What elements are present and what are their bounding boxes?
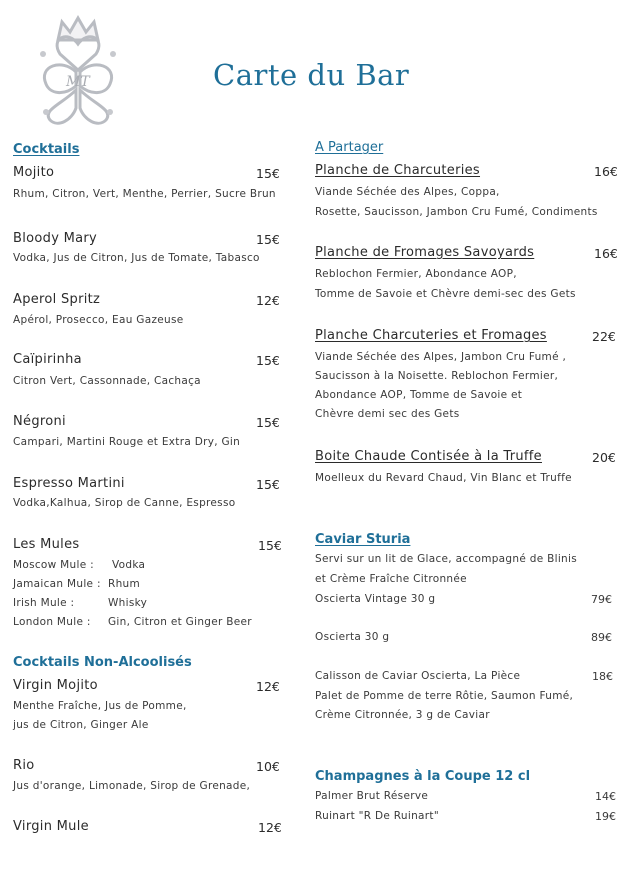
item-name: Planche de Charcuteries — [315, 163, 481, 178]
mule-value: Rhum — [108, 578, 141, 590]
item-desc: jus de Citron, Ginger Ale — [13, 719, 149, 731]
item-desc: Campari, Martini Rouge et Extra Dry, Gin — [13, 436, 241, 448]
item-name: Bloody Mary — [13, 231, 98, 246]
item-price: 15€ — [258, 538, 282, 553]
mule-label: Moscow Mule : — [13, 559, 94, 571]
item-name: Aperol Spritz — [13, 292, 101, 307]
item-price: 22€ — [592, 329, 616, 344]
item-desc: Vodka,Kalhua, Sirop de Canne, Espresso — [13, 497, 236, 509]
item-name: Calisson de Caviar Oscierta, La Pièce — [315, 670, 521, 682]
section-title-champagnes: Champagnes à la Coupe 12 cl — [315, 769, 531, 784]
item-desc: Menthe Fraîche, Jus de Pomme, — [13, 700, 187, 712]
item-desc: Saucisson à la Noisette. Reblochon Fermier, — [315, 370, 559, 382]
item-price: 20€ — [592, 450, 616, 465]
item-price: 15€ — [256, 232, 280, 247]
mule-label: Irish Mule : — [13, 597, 75, 609]
item-name: Palmer Brut Réserve — [315, 790, 429, 802]
caviar-intro: et Crème Fraîche Citronnée — [315, 573, 467, 585]
item-desc: Moelleux du Revard Chaud, Vin Blanc et Truffe — [315, 472, 572, 484]
item-desc: Palet de Pomme de terre Rôtie, Saumon Fumé, — [315, 690, 574, 702]
item-price: 12€ — [256, 293, 280, 308]
logo-monogram: MT — [66, 74, 90, 90]
item-name: Planche Charcuteries et Fromages — [315, 328, 547, 343]
item-name: Espresso Martini — [13, 476, 125, 491]
item-price: 89€ — [591, 631, 612, 644]
item-desc: Tomme de Savoie et Chèvre demi-sec des Gets — [315, 288, 576, 300]
item-desc: Jus d'orange, Limonade, Sirop de Grenade, — [13, 780, 251, 792]
item-desc: Citron Vert, Cassonnade, Cachaça — [13, 375, 201, 387]
item-name: Caïpirinha — [13, 352, 82, 367]
item-price: 15€ — [256, 477, 280, 492]
item-name: Boite Chaude Contisée à la Truffe — [315, 449, 542, 464]
item-price: 15€ — [256, 166, 280, 181]
item-desc: Crème Citronnée, 3 g de Caviar — [315, 709, 490, 721]
item-desc: Vodka, Jus de Citron, Jus de Tomate, Tabasco — [13, 252, 260, 264]
item-name: Les Mules — [13, 537, 80, 552]
item-price: 16€ — [594, 164, 618, 179]
section-title-a-partager: A Partager — [315, 140, 384, 155]
section-title-cocktails: Cocktails — [13, 142, 80, 157]
caviar-intro: Servi sur un lit de Glace, accompagné de Blinis — [315, 553, 577, 565]
item-price: 16€ — [594, 246, 618, 261]
item-price: 14€ — [595, 790, 616, 803]
item-price: 12€ — [256, 679, 280, 694]
item-name: Rio — [13, 758, 35, 773]
item-desc: Apérol, Prosecco, Eau Gazeuse — [13, 314, 184, 326]
mule-value: Whisky — [108, 597, 148, 609]
item-price: 79€ — [591, 593, 612, 606]
item-price: 10€ — [256, 759, 280, 774]
item-price: 15€ — [256, 353, 280, 368]
item-desc: Rosette, Saucisson, Jambon Cru Fumé, Condiments — [315, 206, 598, 218]
item-desc: Abondance AOP, Tomme de Savoie et — [315, 389, 523, 401]
item-price: 12€ — [258, 820, 282, 835]
item-name: Ruinart "R De Ruinart" — [315, 810, 439, 822]
item-desc: Reblochon Fermier, Abondance AOP, — [315, 268, 517, 280]
section-title-caviar: Caviar Sturia — [315, 532, 411, 547]
item-price: 18€ — [592, 670, 613, 683]
item-name: Planche de Fromages Savoyards — [315, 245, 535, 260]
mule-label: Jamaican Mule : — [13, 578, 101, 590]
mule-value: Vodka — [112, 559, 146, 571]
item-desc: Rhum, Citron, Vert, Menthe, Perrier, Sucre Brun — [13, 188, 276, 200]
item-name: Oscierta Vintage 30 g — [315, 593, 436, 605]
item-name: Mojito — [13, 165, 55, 180]
item-name: Négroni — [13, 414, 66, 429]
mule-label: London Mule : — [13, 616, 91, 628]
item-name: Oscierta 30 g — [315, 631, 390, 643]
item-name: Virgin Mule — [13, 819, 89, 834]
item-name: Virgin Mojito — [13, 678, 98, 693]
item-price: 19€ — [595, 810, 616, 823]
item-desc: Viande Séchée des Alpes, Coppa, — [315, 186, 500, 198]
mule-value: Gin, Citron et Ginger Beer — [108, 616, 252, 628]
section-title-non-alcoholic: Cocktails Non-Alcoolisés — [13, 655, 192, 670]
item-desc: Chèvre demi sec des Gets — [315, 408, 460, 420]
item-desc: Viande Séchée des Alpes, Jambon Cru Fumé , — [315, 351, 567, 363]
crown-heart-logo-icon — [28, 12, 128, 130]
page-title: Carte du Bar — [213, 58, 410, 92]
logo — [28, 12, 128, 130]
item-price: 15€ — [256, 415, 280, 430]
